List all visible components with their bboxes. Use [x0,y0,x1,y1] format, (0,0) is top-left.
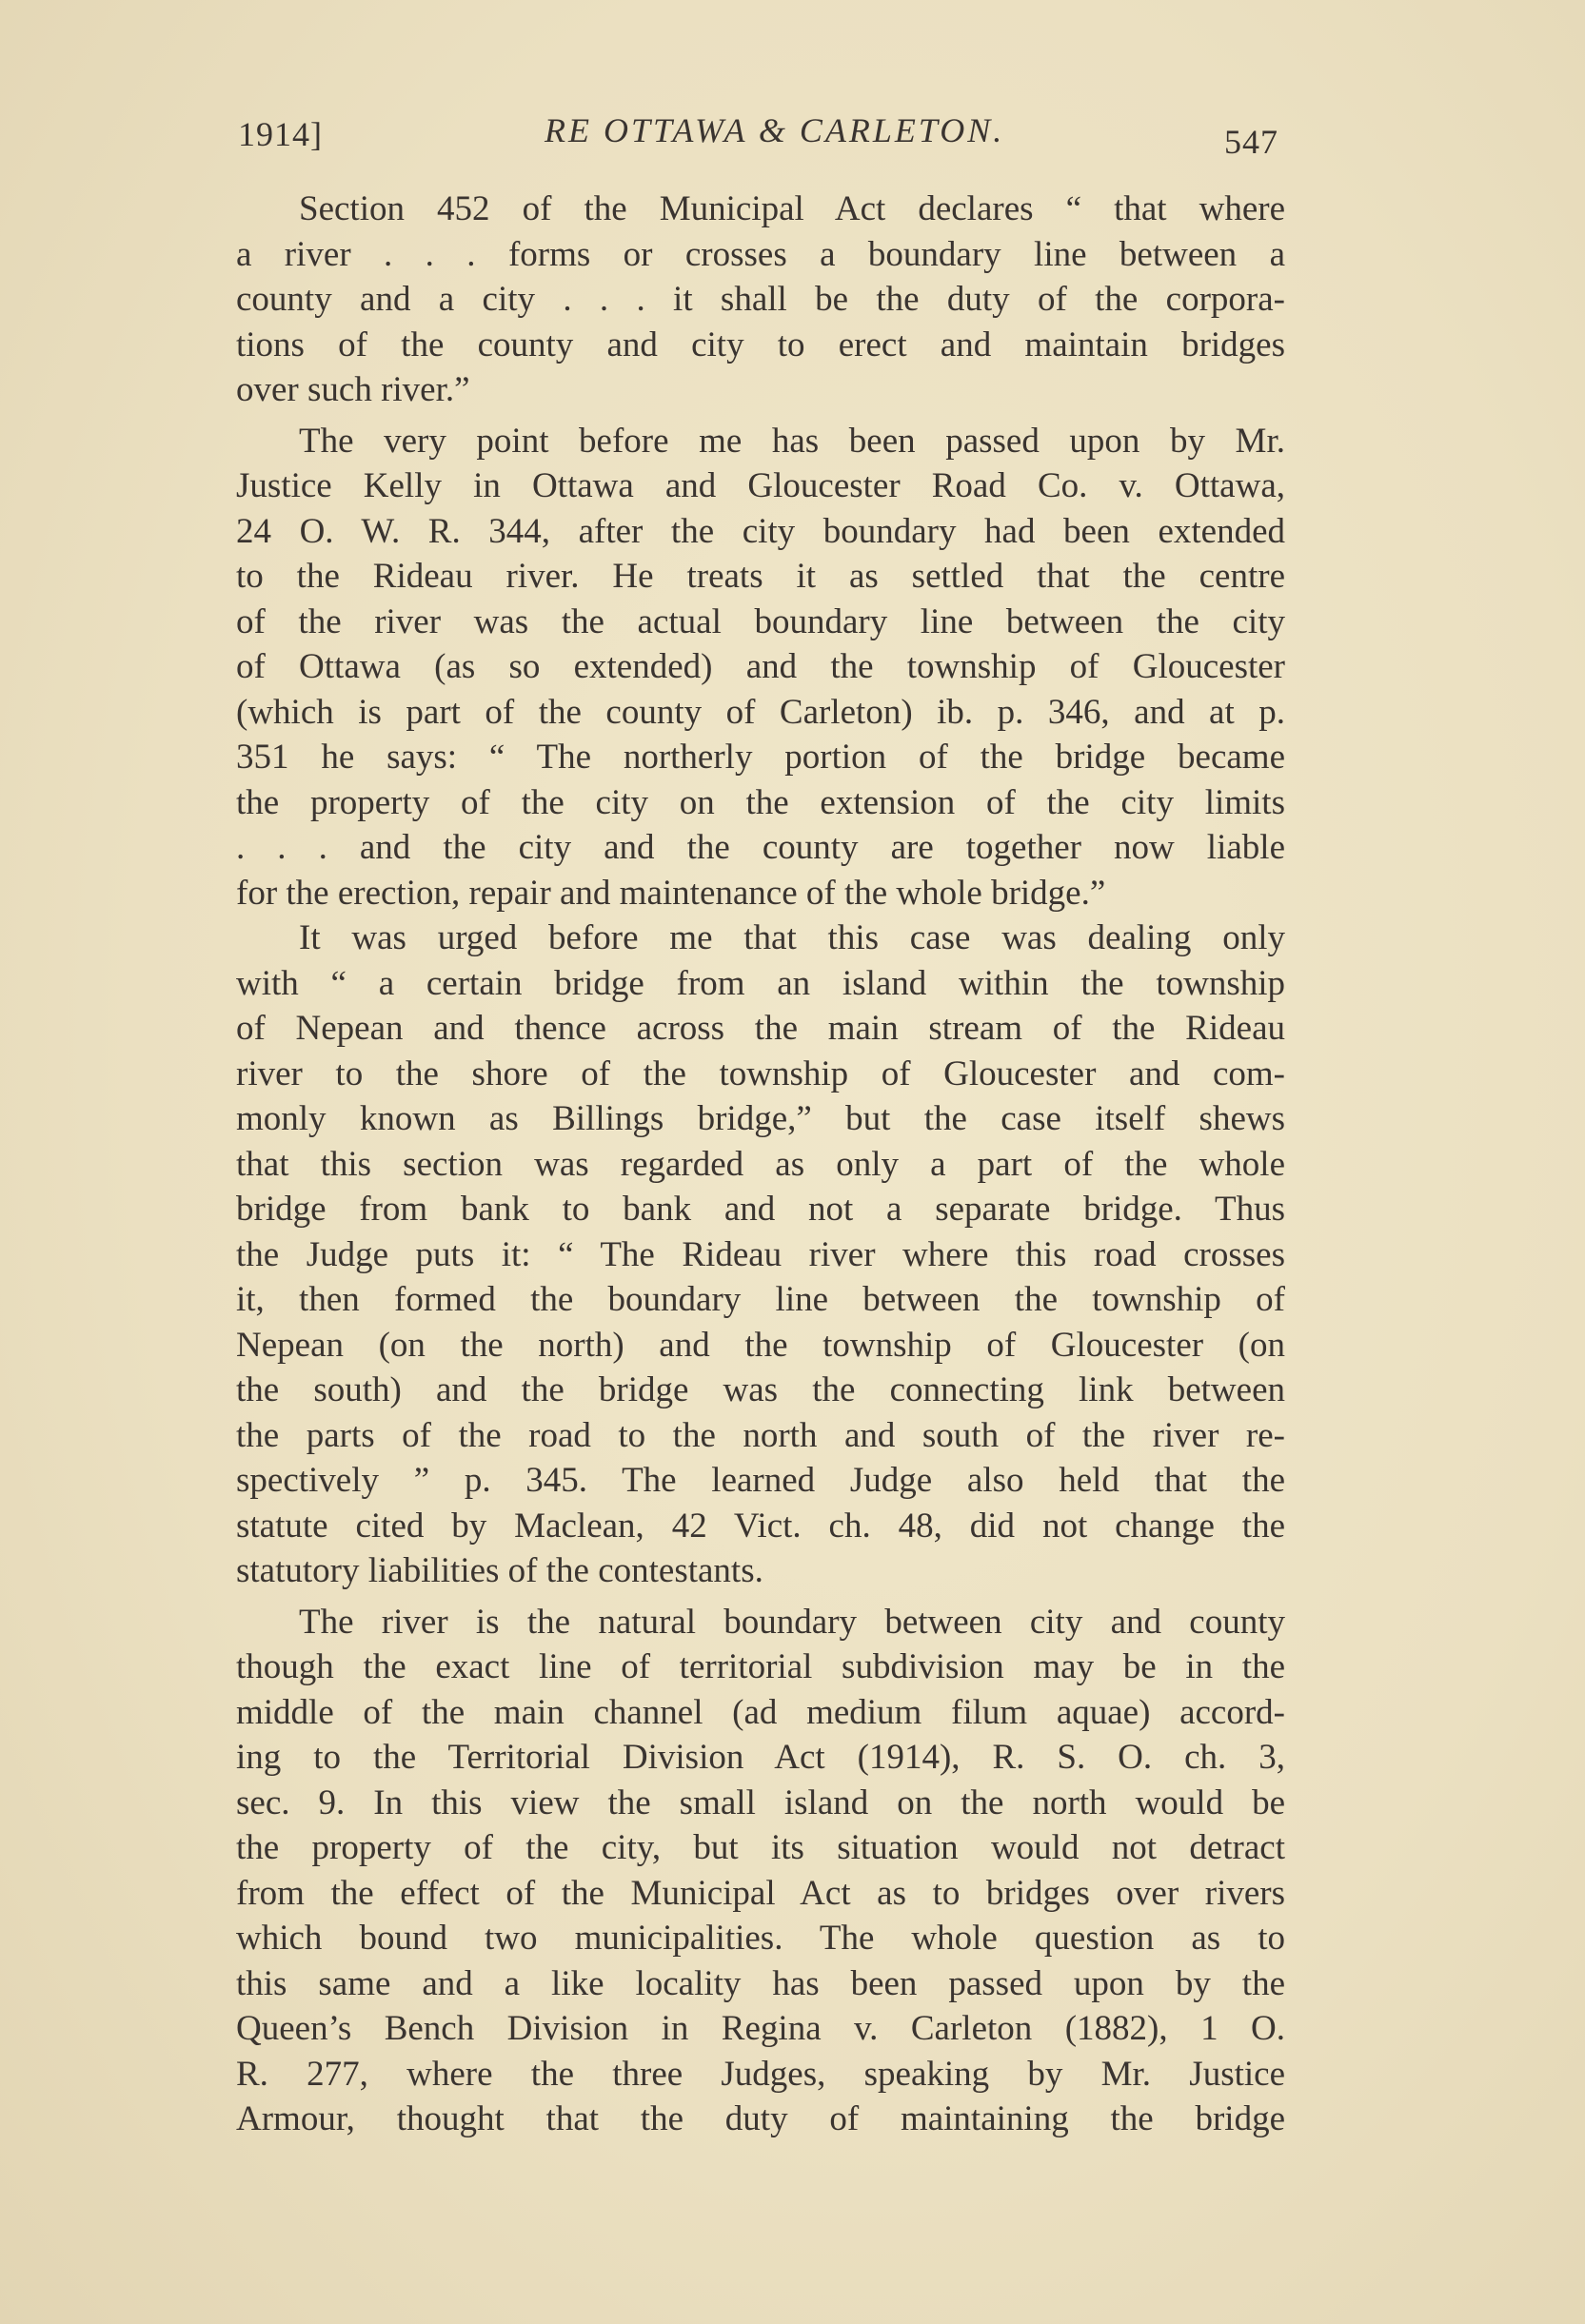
text-line: county and a city . . . it shall be the duty of the corpora- [236,280,1285,319]
text-line: the property of the city, but its situation would not detract [236,1828,1285,1867]
text-line: sec. 9. In this view the small island on the north would be [236,1782,1285,1822]
text-line: for the erection, repair and maintenance of the whole bridge.” [236,873,1106,913]
text-line: 351 he says: “ The northerly portion of the bridge became [236,738,1285,777]
text-line: the south) and the bridge was the connecting link between [236,1370,1285,1409]
text-line: river to the shore of the township of Gloucester and com- [236,1054,1285,1093]
text-line: . . . and the city and the county are together now liable [236,828,1285,867]
text-line: tions of the county and city to erect and maintain bridges [236,325,1285,364]
text-line: The river is the natural boundary between city and county [299,1602,1285,1642]
text-line: Justice Kelly in Ottawa and Gloucester Road Co. v. Ottawa, [236,466,1285,505]
paragraph [236,916,1285,1594]
text-line: (which is part of the county of Carleton) ib. p. 346, and at p. [236,692,1285,732]
paragraph [236,187,1285,413]
text-line: of the river was the actual boundary line between the city [236,601,1285,641]
text-line: bridge from bank to bank and not a separate bridge. Thus [236,1190,1285,1229]
text-line: from the effect of the Municipal Act as to bridges over rivers [236,1873,1285,1913]
text-line: Nepean (on the north) and the township of Gloucester (on [236,1325,1285,1365]
text-line: this same and a like locality has been passed upon by the [236,1963,1285,2003]
text-line: a river . . . forms or crosses a boundary line between a [236,234,1285,274]
text-line: of Nepean and thence across the main stream of the Rideau [236,1009,1285,1048]
text-line: Section 452 of the Municipal Act declares “ that where [299,189,1285,228]
text-line: Queen’s Bench Division in Regina v. Carleton (1882), 1 O. [236,2009,1285,2048]
text-line: that this section was regarded as only a part of the whole [236,1144,1285,1184]
text-line: which bound two municipalities. The whole question as to [236,1919,1285,1958]
text-line: middle of the main channel (ad medium filum aquae) accord- [236,1692,1285,1732]
text-line: statute cited by Maclean, 42 Vict. ch. 48, did not change the [236,1506,1285,1546]
text-line: to the Rideau river. He treats it as settled that the centre [236,557,1285,596]
text-line: It was urged before me that this case was dealing only [299,918,1285,957]
text-line: the property of the city on the extension of the city limits [236,782,1285,822]
text-line: though the exact line of territorial subdivision may be in the [236,1647,1285,1686]
text-line: with “ a certain bridge from an island within the township [236,963,1285,1003]
text-line: The very point before me has been passed upon by Mr. [299,421,1285,461]
text-line: monly known as Billings bridge,” but the case itself shews [236,1099,1285,1138]
text-line: over such river.” [236,370,470,409]
page-number: 547 [1224,123,1278,161]
text-line: Armour, thought that the duty of maintaining the bridge [236,2099,1285,2138]
running-header [238,107,1285,164]
text-line: ing to the Territorial Division Act (1914), R. S. O. ch. 3, [236,1738,1285,1777]
paragraph [236,419,1285,916]
text-line: 24 O. W. R. 344, after the city boundary had been extended [236,511,1285,551]
text-line: R. 277, where the three Judges, speaking by Mr. Justice [236,2054,1285,2094]
header-title: RE OTTAWA & CARLETON. [545,111,1005,149]
text-line: the parts of the road to the north and south of the river re- [236,1415,1285,1455]
text-line: statutory liabilities of the contestants. [236,1551,763,1590]
text-line: it, then formed the boundary line between the township of [236,1280,1285,1319]
text-line: the Judge puts it: “ The Rideau river where this road crosses [236,1234,1285,1274]
text-line: spectively ” p. 345. The learned Judge also held that the [236,1461,1285,1500]
header-year: 1914] [238,115,323,153]
text-line: of Ottawa (as so extended) and the township of Gloucester [236,647,1285,686]
body-text [236,187,1285,2142]
paragraph [236,1600,1285,2142]
